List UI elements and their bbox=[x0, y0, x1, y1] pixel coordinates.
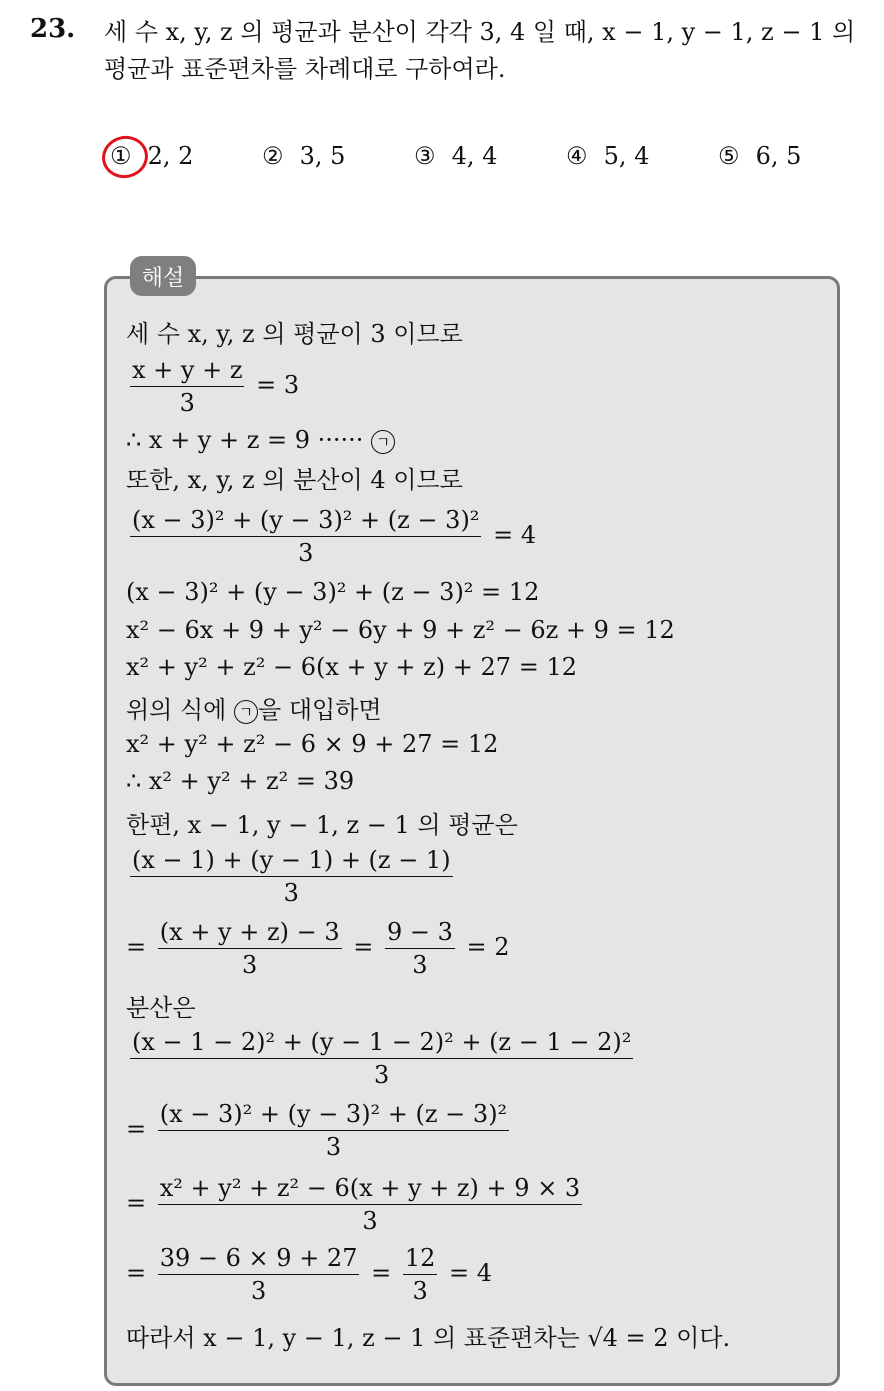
fraction-denominator: 3 bbox=[412, 951, 428, 979]
solution-fraction-line bbox=[126, 1028, 637, 1089]
solution-tag: 해설 bbox=[130, 256, 196, 296]
fraction bbox=[385, 918, 455, 979]
fraction-rhs: = 2 bbox=[466, 933, 510, 961]
equals-sign: = bbox=[126, 1259, 147, 1287]
solution-fraction-line bbox=[126, 846, 457, 907]
fraction-denominator: 3 bbox=[242, 951, 258, 979]
solution-fraction-line bbox=[126, 1174, 586, 1235]
solution-line: 세 수 x, y, z 의 평균이 3 이므로 bbox=[126, 320, 463, 348]
solution-line: (x − 3)² + (y − 3)² + (z − 3)² = 12 bbox=[126, 578, 540, 606]
solution-fraction-line bbox=[126, 506, 536, 567]
solution-fraction-line bbox=[126, 1100, 513, 1161]
choice-3-mark: ③ bbox=[414, 142, 436, 170]
choice-5-value: 6, 5 bbox=[755, 142, 802, 170]
choice-5-mark: ⑤ bbox=[718, 142, 740, 170]
solution-line: 또한, x, y, z 의 분산이 4 이므로 bbox=[126, 466, 463, 494]
selected-answer-circle bbox=[98, 132, 152, 183]
fraction-numerator: (x + y + z) − 3 bbox=[158, 918, 342, 949]
solution-line: x² − 6x + 9 + y² − 6y + 9 + z² − 6z + 9 = 12 bbox=[126, 616, 675, 644]
choice-2[interactable] bbox=[262, 142, 345, 170]
circled-giyeok-icon: ㄱ bbox=[371, 430, 395, 454]
fraction bbox=[130, 1028, 633, 1089]
solution-text: 위의 식에 bbox=[126, 696, 227, 724]
fraction bbox=[130, 356, 244, 417]
choice-4[interactable] bbox=[566, 142, 649, 170]
solution-fraction-line bbox=[126, 918, 510, 979]
equals-sign: = bbox=[371, 1259, 392, 1287]
solution-line: 한편, x − 1, y − 1, z − 1 의 평균은 bbox=[126, 811, 518, 839]
fraction-numerator: x + y + z bbox=[130, 356, 244, 387]
solution-line: ∴ x² + y² + z² = 39 bbox=[126, 767, 355, 795]
solution-text: 을 대입하면 bbox=[258, 696, 382, 724]
fraction-numerator: 12 bbox=[403, 1244, 438, 1275]
solution-line: 분산은 bbox=[126, 994, 196, 1022]
circled-giyeok-icon: ㄱ bbox=[234, 700, 258, 724]
solution-line bbox=[126, 426, 395, 454]
fraction-numerator: (x − 1 − 2)² + (y − 1 − 2)² + (z − 1 − 2)² bbox=[130, 1028, 633, 1059]
fraction-numerator: x² + y² + z² − 6(x + y + z) + 9 × 3 bbox=[158, 1174, 582, 1205]
fraction-numerator: (x − 3)² + (y − 3)² + (z − 3)² bbox=[130, 506, 481, 537]
choice-4-value: 5, 4 bbox=[603, 142, 650, 170]
solution-line: x² + y² + z² − 6(x + y + z) + 27 = 12 bbox=[126, 653, 577, 681]
fraction-numerator: 39 − 6 × 9 + 27 bbox=[158, 1244, 360, 1275]
fraction-numerator: (x − 3)² + (y − 3)² + (z − 3)² bbox=[158, 1100, 509, 1131]
choice-1-mark: ① bbox=[110, 142, 132, 170]
choice-2-mark: ② bbox=[262, 142, 284, 170]
fraction-numerator: 9 − 3 bbox=[385, 918, 455, 949]
choice-3[interactable] bbox=[414, 142, 497, 170]
solution-text: ∴ x + y + z = 9 ······ bbox=[126, 426, 364, 454]
question-number: 23. bbox=[30, 14, 76, 44]
choice-3-value: 4, 4 bbox=[451, 142, 498, 170]
choice-1-value: 2, 2 bbox=[147, 142, 194, 170]
solution-line: x² + y² + z² − 6 × 9 + 27 = 12 bbox=[126, 730, 499, 758]
fraction-denominator: 3 bbox=[179, 389, 195, 417]
equals-sign: = bbox=[126, 1189, 147, 1217]
fraction-denominator: 3 bbox=[374, 1061, 390, 1089]
fraction-denominator: 3 bbox=[250, 1277, 267, 1305]
fraction-denominator: 3 bbox=[298, 539, 314, 567]
solution-line bbox=[126, 690, 382, 725]
solution-fraction-line bbox=[126, 1244, 492, 1305]
solution-fraction-line bbox=[126, 356, 299, 417]
fraction-rhs: = 3 bbox=[256, 371, 300, 399]
fraction-denominator: 3 bbox=[412, 1277, 428, 1305]
fraction-denominator: 3 bbox=[362, 1207, 378, 1235]
fraction-denominator: 3 bbox=[283, 879, 299, 907]
choice-1[interactable] bbox=[110, 142, 193, 170]
fraction-denominator: 3 bbox=[325, 1133, 342, 1161]
fraction bbox=[158, 1244, 360, 1305]
question-text: 세 수 x, y, z 의 평균과 분산이 각각 3, 4 일 때, x − 1, y − 1, z − 1 의 평균과 표준편차를 차례대로 구하여라. bbox=[104, 18, 856, 83]
equals-sign: = bbox=[353, 933, 374, 961]
solution-line: 따라서 x − 1, y − 1, z − 1 의 표준편차는 √4 = 2 이다. bbox=[126, 1324, 731, 1352]
equals-sign: = bbox=[126, 1115, 147, 1143]
fraction bbox=[158, 1174, 582, 1235]
fraction bbox=[130, 506, 481, 567]
fraction bbox=[158, 918, 342, 979]
fraction-rhs: = 4 bbox=[449, 1259, 493, 1287]
choice-5[interactable] bbox=[718, 142, 801, 170]
choice-4-mark: ④ bbox=[566, 142, 588, 170]
fraction bbox=[403, 1244, 438, 1305]
choice-2-value: 3, 5 bbox=[299, 142, 346, 170]
fraction bbox=[158, 1100, 509, 1161]
fraction bbox=[130, 846, 453, 907]
fraction-numerator: (x − 1) + (y − 1) + (z − 1) bbox=[130, 846, 453, 877]
equals-sign: = bbox=[126, 933, 147, 961]
fraction-rhs: = 4 bbox=[493, 521, 537, 549]
